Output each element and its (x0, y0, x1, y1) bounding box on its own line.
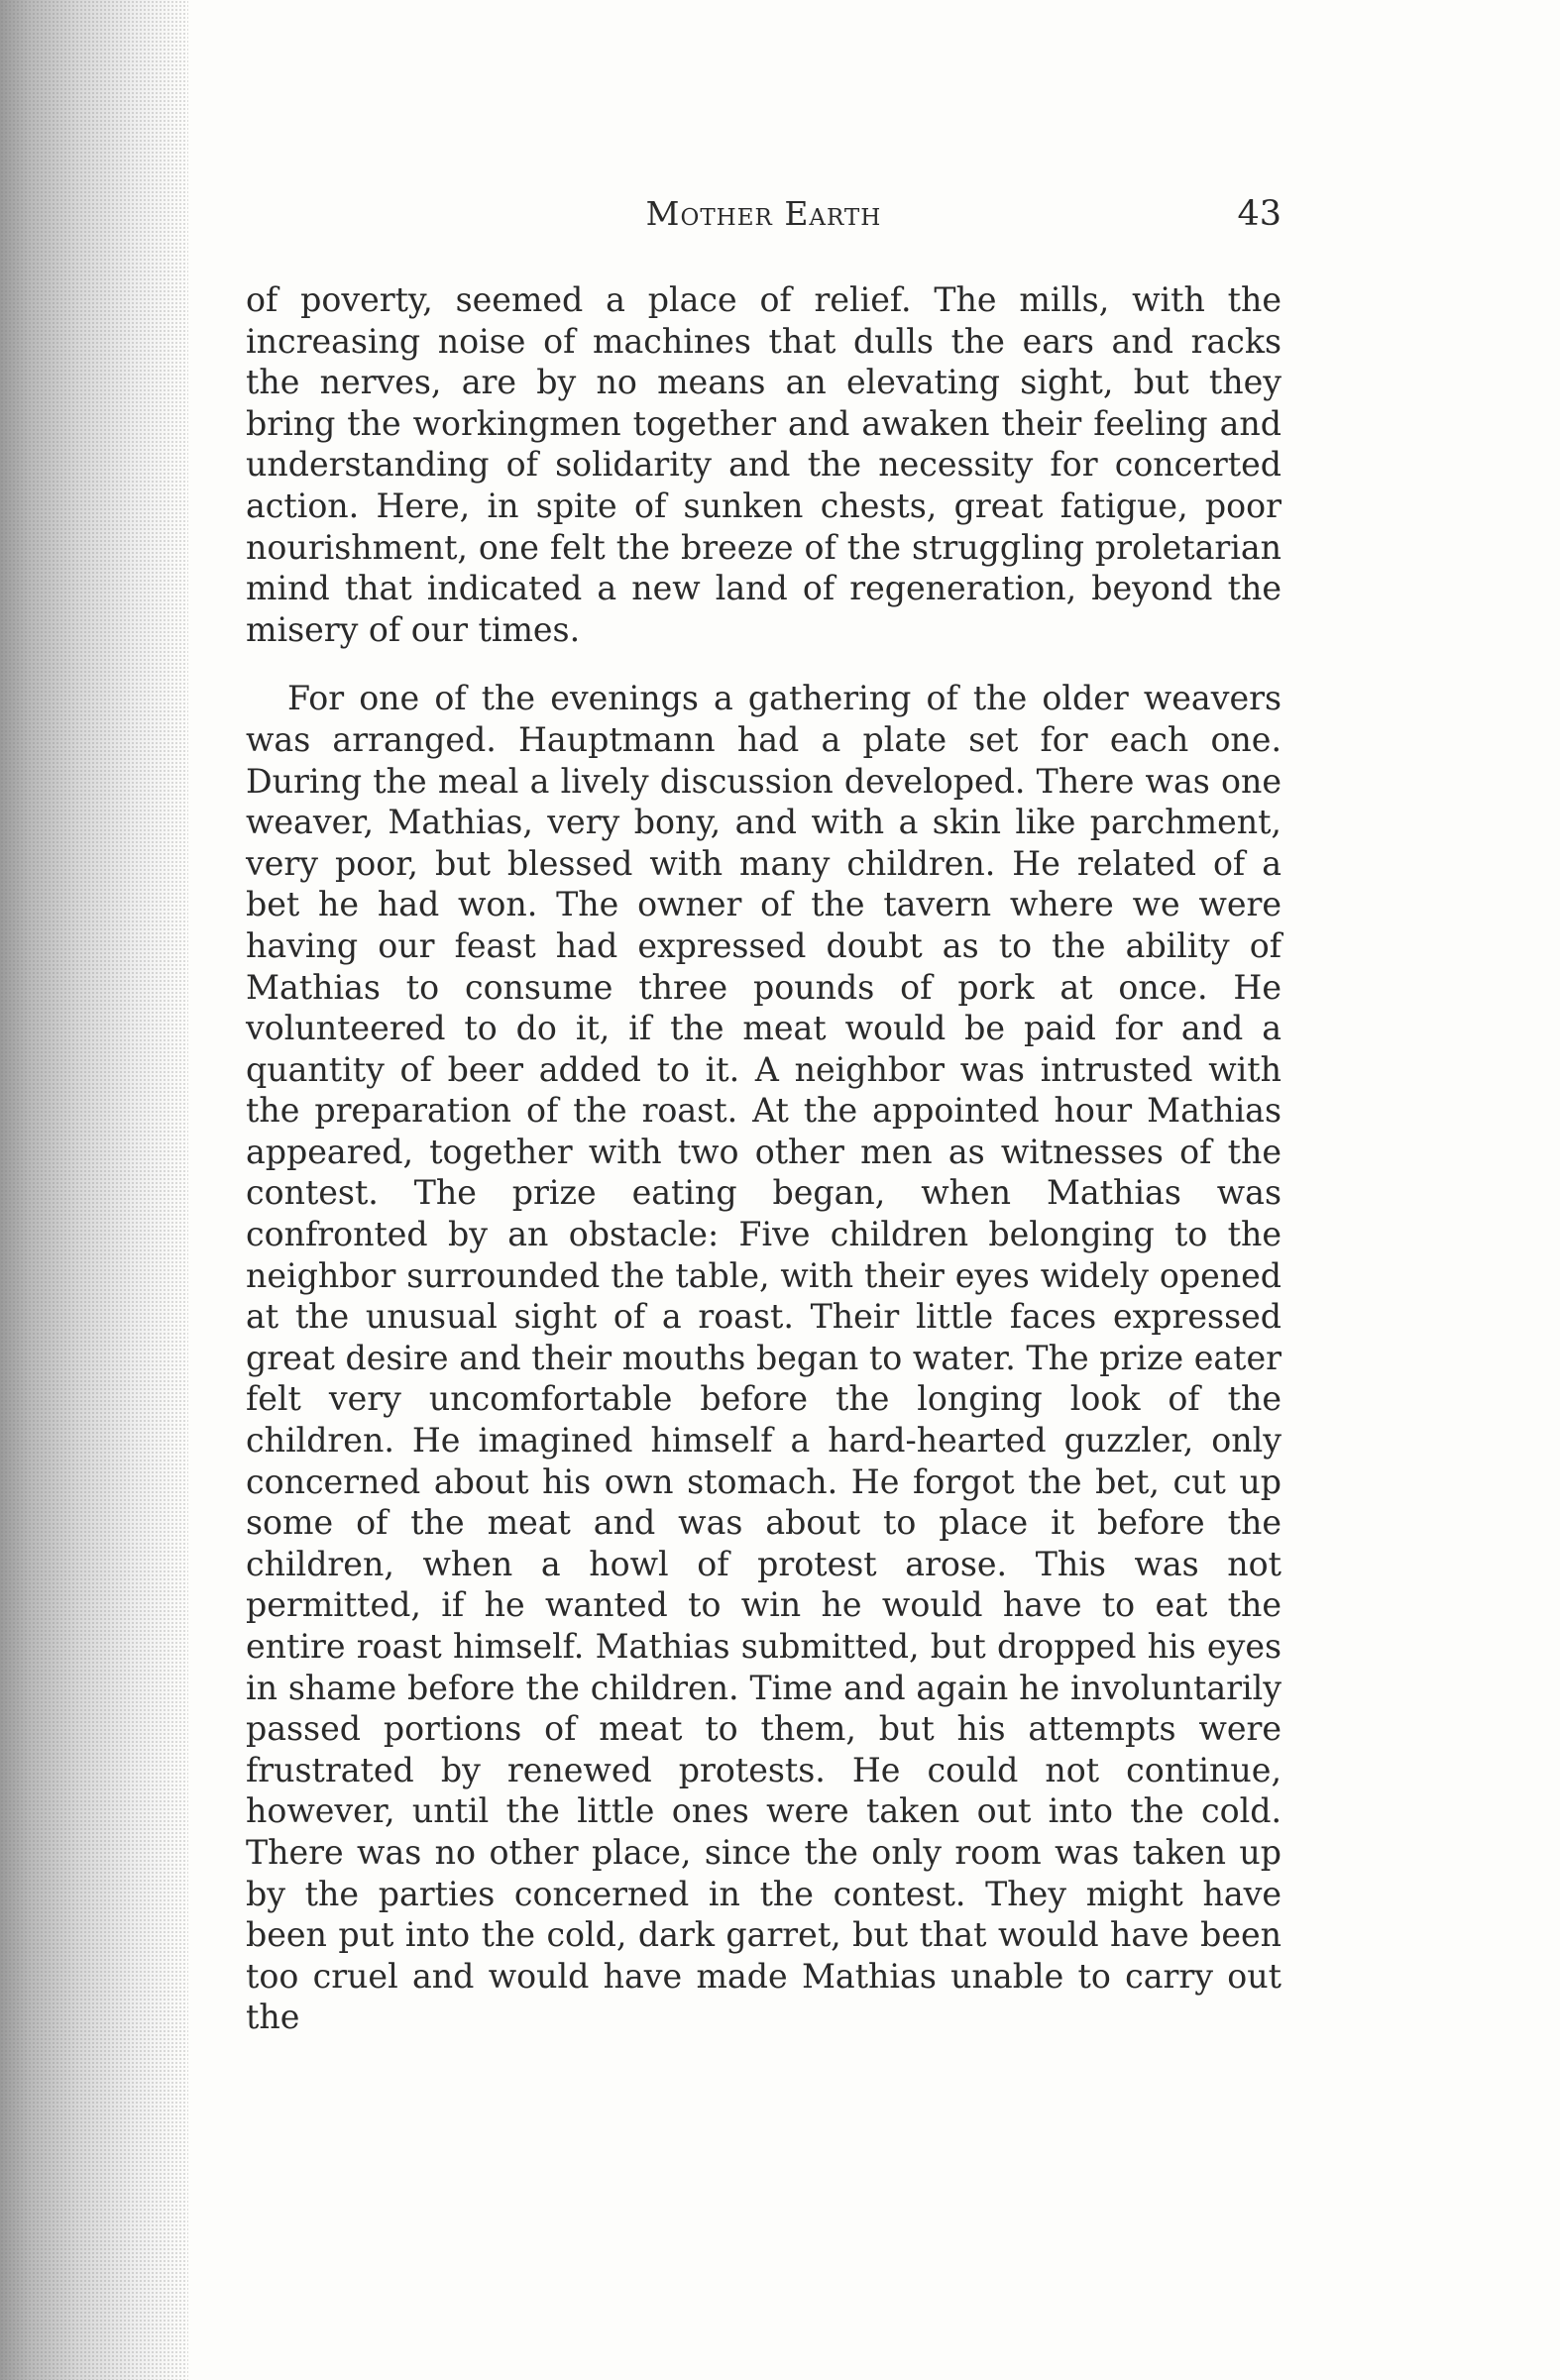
running-title: Mother Earth (645, 194, 882, 233)
book-page (246, 194, 1281, 2038)
body-text (246, 279, 1281, 2038)
paragraph-continuation: of poverty, seemed a place of relief. The mills, with the increasing noise of machines that dulls the ears and racks the nerves, are by no means an elevating sight, but they bring the workingmen together and awaken their feeling and understanding of solidarity and the necessity for concerted action. Here, in spite of sunken chests, great fatigue, poor nourishment, one felt the breeze of the struggling proletarian mind that indicated a new land of regeneration, beyond the misery of our times. (246, 280, 1281, 649)
paragraph-weavers-gathering: For one of the evenings a gathering of the older weavers was arranged. Hauptmann had a plate set for each one. During the meal a lively discussion developed. There was one weaver, Mathias, very bony, and with a skin like parchment, very poor, but blessed with many children. He related of a bet he had won. The owner of the tavern where we were having our feast had expressed doubt as to the ability of Mathias to consume three pounds of pork at once. He volunteered to do it, if the meat would be paid for and a quantity of beer added to it. A neighbor was intrusted with the preparation of the roast. At the appointed hour Mathias appeared, together with two other men as witnesses of the contest. The prize eating began, when Mathias was confronted by an obstacle: Five children belonging to the neighbor surrounded the table, with their eyes widely opened at the unusual sight of a roast. Their little faces expressed great desire and their mouths began to water. The prize eater felt very uncomfortable before the longing look of the children. He imagined himself a hard-hearted guzzler, only concerned about his own stomach. He forgot the bet, cut up some of the meat and was about to place it before the children, when a howl of protest arose. This was not permitted, if he wanted to win he would have to eat the entire roast himself. Mathias submitted, but dropped his eyes in shame before the children. Time and again he involuntarily passed portions of meat to them, but his attempts were frustrated by renewed protests. He could not continue, however, until the little ones were taken out into the cold. There was no other place, since the only room was taken up by the parties concerned in the contest. They might have been put into the cold, dark garret, but that would have been too cruel and would have made Mathias unable to carry out the (246, 679, 1281, 2037)
page-header (246, 194, 1281, 254)
binding-gutter-shadow (0, 0, 188, 2380)
page-number: 43 (1237, 194, 1281, 234)
